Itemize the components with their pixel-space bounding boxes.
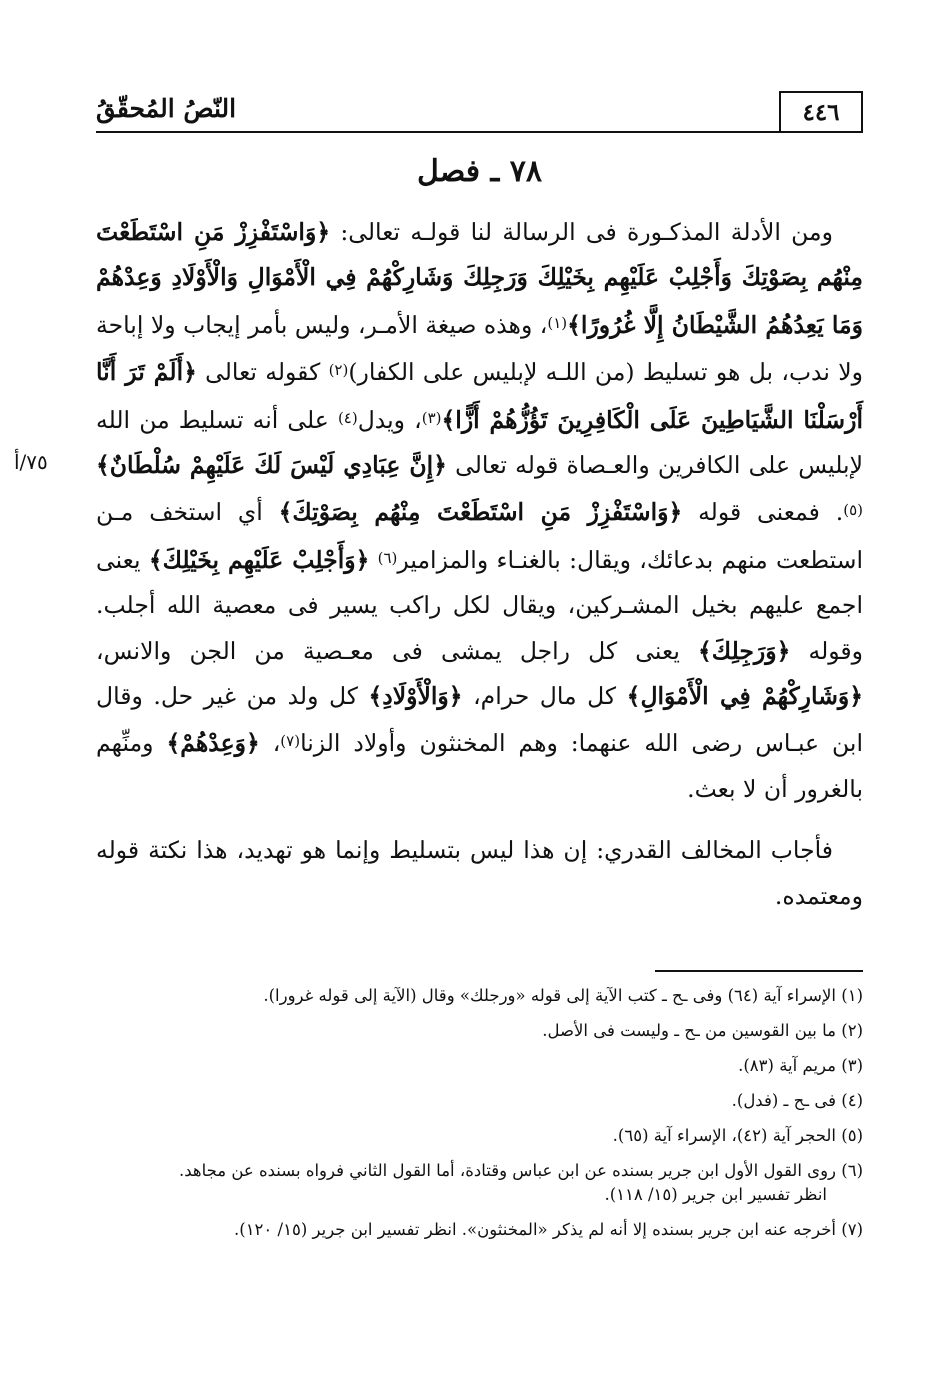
text-run: كل ولد من غير حل. وقال ابن عبـاس رضى الله عنهما: وهم المخنثون وأولاد الزنا [96,682,863,758]
quran-quote: ﴿إِنَّ عِبَادِي لَيْسَ لَكَ عَلَيْهِمْ سُلْطَانٌ﴾ [96,451,447,480]
footnote-ref-2[interactable]: (٢) [328,361,349,380]
footnote-6 [96,1159,863,1207]
text-run: كل مال حرام، [462,682,627,711]
footnote-text: (٧) أخرجه عنه ابن جرير بسنده إلا أنه لم يذكر «المخنثون». انظر تفسير ابن جرير (١٥/ ١٢٠). [234,1220,863,1239]
text-run: على أنه تسليط من الله لإبليس على الكافرين والعـصاة قوله تعالى [96,405,864,480]
paragraph-2: فأجاب المخالف القدري: إن هذا ليس بتسليط وإنما هو تهديد، هذا نكتة قوله ومعتمده. [96,836,863,910]
paragraph-1 [96,210,863,812]
footnote-5 [96,1124,863,1148]
footnote-ref-3[interactable]: (٣) [421,408,442,427]
page-header [96,83,863,133]
quran-quote: ﴿وَاسْتَفْزِزْ مَنِ اسْتَطَعْتَ مِنْهُم بِصَوْتِكَ وَأَجْلِبْ عَلَيْهِم بِخَيْلِكَ وَرَجِلِكَ وَشَارِكْهُمْ فِي الْأَمْوَالِ وَالْأَوْلَادِ وَعِدْهُمْ وَمَا يَعِدُهُمُ الشَّيْطَانُ إِلَّا غُرُورًا﴾ [96,218,863,339]
text-run: . فمعنى قوله [682,498,844,527]
quran-quote: ﴿وَرَجِلِكَ﴾ [698,636,791,665]
footnote-text: (١) الإسراء آية (٦٤) وفى ـح ـ كتب الآية إلى قوله «ورجلك» وقال (الآية إلى قوله غرورا). [263,986,863,1005]
quran-quote: ﴿أَلَمْ تَرَ أَنَّا أَرْسَلْنَا الشَّيَاطِينَ عَلَى الْكَافِرِينَ تَؤُزُّهُمْ أَزًّا﴾ [96,358,863,434]
text-run: كقوله تعالى [196,358,329,387]
text-run: يعنى كل راجل يمشى فى معـصية من الجن والانس، [96,636,698,665]
footnote-4 [96,1089,863,1113]
quran-quote: ﴿وَشَارِكْهُمْ فِي الْأَمْوَالِ﴾ [626,682,863,711]
footnotes-list [96,984,863,1253]
section-title: ٧٨ ـ فصل [417,154,542,189]
page-number: ٤٤٦ [779,91,863,131]
footnote-text: (٢) ما بين القوسين من ـح ـ وليست فى الأصل. [542,1021,863,1040]
manuscript-folio-marker: ٧٥/أ [14,450,48,474]
text-run: ومنِّهم بالغرور أن لا بعث. [96,729,863,803]
footnote-text: (٤) فى ـح ـ (فدل). [731,1091,863,1110]
main-text [96,210,863,919]
running-title: النّصُ المُحقّقُ [96,94,237,123]
footnote-text: (٥) الحجر آية (٤٢)، الإسراء آية (٦٥). [612,1126,863,1145]
footnote-ref-4[interactable]: (٤) [337,408,358,427]
footnote-text: (٣) مريم آية (٨٣). [738,1056,863,1075]
footnote-3 [96,1054,863,1078]
footnote-continuation: انظر تفسير ابن جرير (١٥/ ١١٨). [604,1185,827,1204]
footnote-ref-1[interactable]: (١) [547,313,568,332]
text-run: ، ويدل [357,405,422,434]
text-run: أي استخف مـن استطعت منهم بدعائك، ويقال: بالغنـاء والمزامير [96,498,863,574]
footnote-ref-5[interactable]: (٥) [843,501,863,520]
text-run: ، وهذه صيغة الأمـر، وليس بأمر إيجاب ولا إباحة ولا ندب، بل هو تسليط (من اللـه لإبليس على الكفار) [96,310,863,387]
text-run [369,546,377,574]
footnote-1 [96,984,863,1008]
quran-quote: ﴿وَعِدْهُمْ﴾ [166,729,260,758]
quran-quote: ﴿وَالْأَوْلَادِ﴾ [368,682,463,711]
footnote-ref-6[interactable]: (٦) [377,548,398,567]
footnote-2 [96,1019,863,1043]
footnote-text: (٦) روى القول الأول ابن جرير بسنده عن ابن عباس وقتادة، أما القول الثاني فرواه بسنده عن مجاهد. [178,1161,863,1180]
text-run: ومن الأدلة المذكـورة فى الرسالة لنا قولـه تعالى: [330,218,833,246]
footnote-7 [96,1218,863,1242]
text-run: ، [259,729,281,758]
quran-quote: ﴿وَاسْتَفْزِزْ مَنِ اسْتَطَعْتَ مِنْهُم بِصَوْتِكَ﴾ [278,498,683,527]
text-run: يعنى اجمع عليهم بخيل المشـركين، ويقال لكل راكب يسير فى معصية الله أجلب. وقوله [96,545,863,665]
footnote-separator [655,970,863,972]
footnote-ref-7[interactable]: (٧) [280,732,301,751]
quran-quote: ﴿وَأَجْلِبْ عَلَيْهِم بِخَيْلِكَ﴾ [148,545,370,574]
